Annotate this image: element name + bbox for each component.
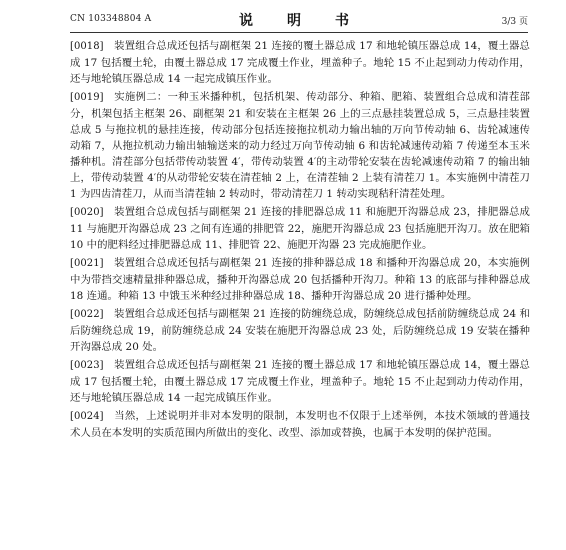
paragraph-number: [0020] [70,207,104,218]
paragraph-text: 当然，上述说明并非对本发明的限制，本发明也不仅限于上述举例，本技术领域的普通技术人员在本发明的实质范围内所做出的变化、改型、添加或替换，也属于本发明的保护范围。 [70,410,530,439]
paragraph-number: [0022] [70,309,104,320]
paragraph-number: [0024] [70,411,104,422]
paragraph-text: 装置组合总成还包括与副框架 21 连接的覆土器总成 17 和地轮镇压器总成 14，覆土器总成 17 包括覆土轮，由覆土器总成 17 完成覆土作业，埋盖种子。地轮 15 不止起到动力传动作用，还与地轮镇压器总成 14 一起完成镇压作业。 [70,40,530,85]
paragraph-0022 [70,306,530,355]
paragraph-text: 装置组合总成还包括与副框架 21 连接的防缠绕总成，防缠绕总成包括前防缠绕总成 24 和后防缠绕总成 19，前防缠绕总成 24 安装在施肥开沟器总成 23 处，后防缠绕总成 19 安装在播种开沟器总成 20 处。 [70,308,530,353]
paragraph-text: 装置组合总成包括与副框架 21 连接的排肥器总成 11 和施肥开沟器总成 23，排肥器总成 11 与施肥开沟器总成 23 之间有连通的排肥管 22，施肥开沟器总成 23 包括施肥开沟刀。放在肥箱 10 中的肥料经过排肥器总成 11、排肥管 22、施肥开沟器 23 完成施肥作业。 [70,206,530,251]
paragraph-text: 装置组合总成还包括与副框架 21 连接的排种器总成 18 和播种开沟器总成 20，本实施例中为带挡交速精量排种器总成，播种开沟器总成 20 包括播种开沟刀。种箱 13 的底部与排种器总成 18 连通。种箱 13 中饿玉米种经过排种器总成 18、播种开沟器总成 20 进行播种处理。 [70,257,530,302]
paragraph-0020 [70,204,530,253]
page-number: 3/3 页 [501,17,528,27]
paragraph-0021 [70,255,530,304]
paragraph-0019 [70,89,530,202]
paragraph-number: [0018] [70,41,104,52]
page-header [70,10,528,30]
document-title: 说 明 书 [239,13,359,29]
paragraph-number: [0019] [70,92,104,103]
document-body [70,38,530,443]
paragraph-number: [0023] [70,360,104,371]
paragraph-0018 [70,38,530,87]
header-divider [70,32,528,33]
paragraph-text: 装置组合总成还包括与副框架 21 连接的覆土器总成 17 和地轮镇压器总成 14，覆土器总成 17 包括覆土轮，由覆土器总成 17 完成覆土作业，埋盖种子。地轮 15 不止起到动力传动作用，还与地轮镇压器总成 14 一起完成镇压作业。 [70,359,530,404]
paragraph-0024 [70,408,530,441]
paragraph-text: 实施例二：一种玉米播种机，包括机架、传动部分、种箱、肥箱、装置组合总成和清茬部分，机架包括主框架 26、副框架 21 和安装在主框架 26 上的三点悬挂装置总成 5，三点悬挂装置总成 5 与拖拉机的悬挂连接，传动部分包括连接拖拉机动力输出轴的万向节传动轴 6、齿轮减速传动箱 7，从拖拉机动力输出轴输送来的动力经过万向节传动轴 6 和齿轮减速传动箱 7 传递至本玉米播种机。清茬部分包括带传动装置 4′，带传动装置 4′的主动带轮安装在齿轮减速传动箱 7 的输出轴上，带传动装置 4′的从动带轮安装在清茬轴 2 上，在清茬轴 2 上装有清茬刀 1。本实施例中清茬刀 1 为四齿清茬刀，从而当清茬轴 2 转动时，带动清茬刀 1 转动实现秸秆清茬处理。 [70,91,530,200]
patent-number: CN 103348804 A [70,14,152,24]
paragraph-0023 [70,357,530,406]
paragraph-number: [0021] [70,258,104,269]
